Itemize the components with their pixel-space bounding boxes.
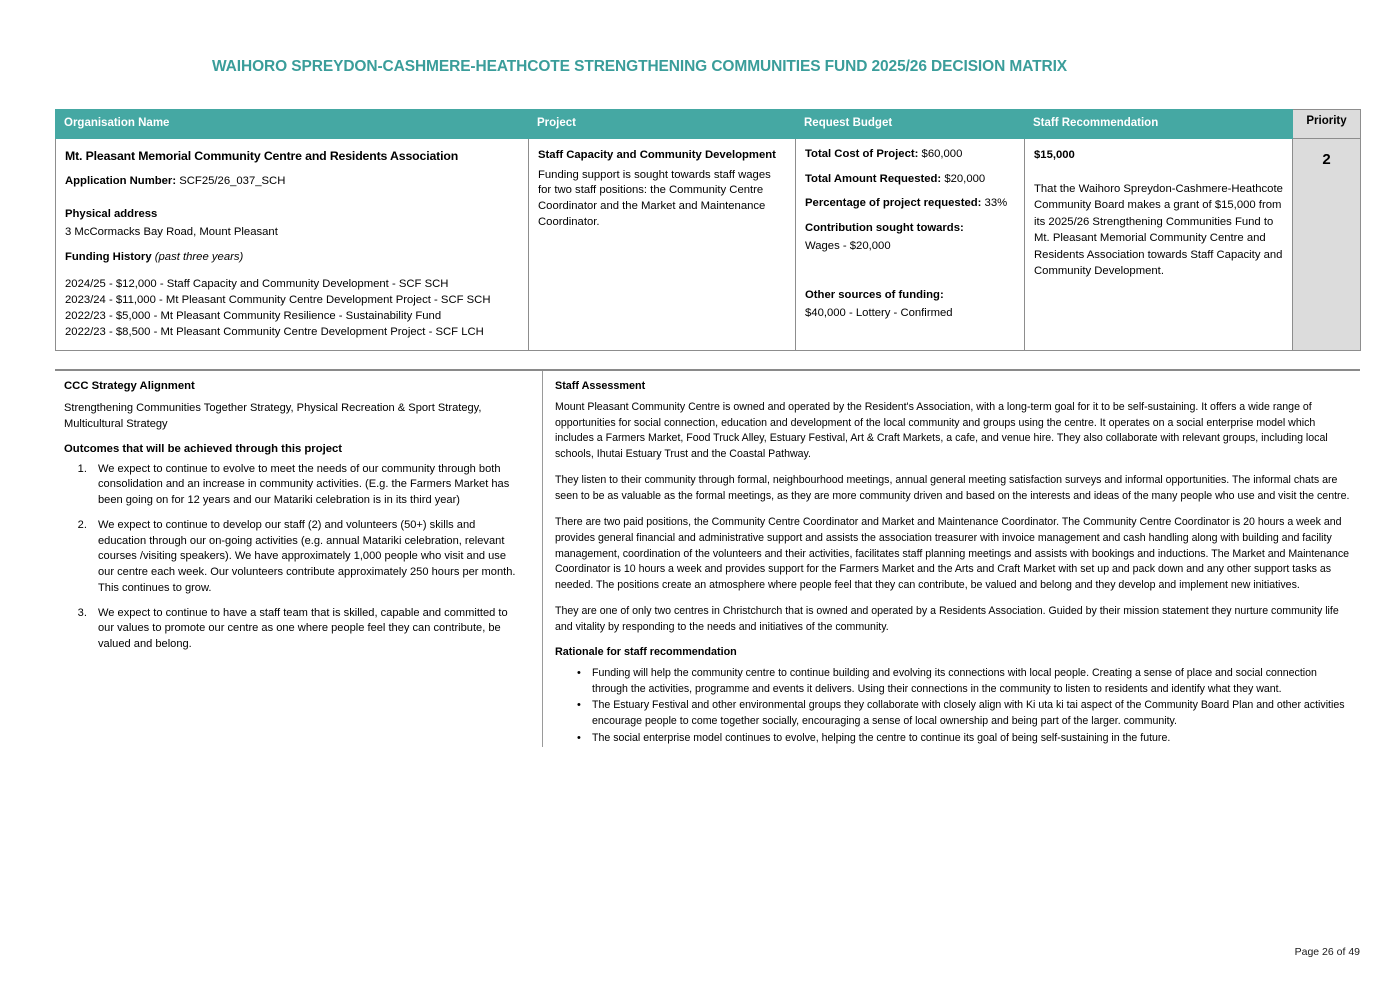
- staff-assessment-panel: [542, 371, 1360, 747]
- detail-section: [55, 369, 1360, 747]
- column-header-project: Project: [529, 110, 796, 139]
- physical-address-value: 3 McCormacks Bay Road, Mount Pleasant: [65, 226, 278, 239]
- spacer: [1034, 164, 1283, 181]
- funding-history-item: 2022/23 - $5,000 - Mt Pleasant Community Resilience - Sustainability Fund: [65, 310, 442, 323]
- percentage-value: 33%: [984, 197, 1008, 210]
- total-cost-value: $60,000: [921, 148, 963, 160]
- project-title: Staff Capacity and Community Development: [538, 149, 776, 161]
- funding-history-note: (past three years): [154, 250, 244, 263]
- physical-address-label: Physical address: [65, 207, 158, 220]
- list-item: 1. We expect to continue to evolve to meet the needs of our community through both consolidation and an increase in community activities. (E.g. the Farmers Market has been going on for 12 years and our Matariki celebration is in its third year): [90, 462, 524, 509]
- column-header-staff-recommendation: Staff Recommendation: [1025, 110, 1293, 139]
- funding-history-label: [65, 250, 519, 266]
- list-item: • The Estuary Festival and other environmental groups they collaborate with closely align with Ki uta ki tai aspect of the Community Board Plan and other activities encourage people to come together socially, encouraging a sense of local ownership and being part of the larger. community.: [577, 698, 1350, 729]
- cell-project: [529, 139, 796, 351]
- column-header-priority: Priority: [1293, 110, 1361, 139]
- outcomes-list: [64, 462, 524, 653]
- funding-history-item: 2023/24 - $11,000 - Mt Pleasant Community Centre Development Project - SCF SCH: [65, 294, 491, 307]
- rationale-list: [555, 666, 1350, 746]
- total-requested-value: $20,000: [944, 172, 986, 185]
- list-item: • The social enterprise model continues to evolve, helping the centre to continue its goal of being self-sustaining in the future.: [577, 731, 1350, 747]
- table-row: [56, 139, 1361, 351]
- contribution-label: Contribution sought towards:: [805, 221, 964, 234]
- other-sources-label: Other sources of funding:: [805, 288, 944, 301]
- assessment-paragraph: They listen to their community through formal, neighbourhood meetings, annual general meeting satisfaction surveys and informal opportunities. The informal chats are seen to be as valuable as the formal meetings, as they are more community driven and based on the interests and ideas of the many people who use and visit the centre.: [555, 474, 1350, 502]
- total-amount-requested: [805, 172, 1015, 188]
- strategy-alignment-panel: [55, 371, 542, 747]
- total-cost-label: Total Cost of Project:: [805, 148, 919, 160]
- total-requested-label: Total Amount Requested:: [805, 172, 942, 185]
- cell-priority: 2: [1293, 139, 1361, 351]
- cell-organisation: [56, 139, 529, 351]
- assessment-paragraph: There are two paid positions, the Community Centre Coordinator and Market and Maintenance Coordinator. The Community Centre Coordinator is 20 hours a week and provides general financial and administrative support and assists the association treasurer with invoice management and cash handling along with building and facility management, coordination of the volunteers and their activities, facilitates staff planning meetings and assists with bookings and inductions. The Market and Maintenance Coordinator is 10 hours a week and provides support for the Farmers Market and the Arts and Craft Market with set up and pack down and any other support tasks as needed. The positions create an atmosphere where people feel that they can contribute, be valued and belong and they develop and implement new initiatives.: [555, 516, 1350, 591]
- spacer: [65, 199, 519, 207]
- column-header-request-budget: Request Budget: [796, 110, 1025, 139]
- table-header-row: [56, 110, 1361, 139]
- application-number: [65, 174, 519, 190]
- application-number-label: Application Number:: [65, 174, 177, 187]
- total-cost-of-project: [805, 147, 1015, 163]
- rationale-heading: Rationale for staff recommendation: [555, 646, 737, 659]
- cell-request-budget: [796, 139, 1025, 351]
- percentage-label: Percentage of project requested:: [805, 197, 982, 210]
- list-item: 2. We expect to continue to develop our staff (2) and volunteers (50+) skills and education through our on-going activities (e.g. annual Matariki celebration, relevant courses /visiting speakers). We have approximately 1,000 people who visit and use our centre each week. Our volunteers contribute approximately 250 hours per month. This continues to grow.: [90, 518, 524, 597]
- column-header-organisation: Organisation Name: [56, 110, 529, 139]
- strategy-heading: CCC Strategy Alignment: [64, 380, 195, 392]
- page-title: WAIHORO SPREYDON-CASHMERE-HEATHCOTE STRENGTHENING COMMUNITIES FUND 2025/26 DECISION MATRIX: [212, 58, 1068, 75]
- funding-history-item: 2022/23 - $8,500 - Mt Pleasant Community Centre Development Project - SCF LCH: [65, 326, 484, 339]
- list-item: 3. We expect to continue to have a staff team that is skilled, capable and committed to our values to promote our centre as one where people feel they can contribute, be valued and belong.: [90, 606, 524, 653]
- other-sources-value: $40,000 - Lottery - Confirmed: [805, 307, 953, 320]
- percentage-of-project-requested: [805, 196, 1015, 212]
- cell-staff-recommendation: [1025, 139, 1293, 351]
- strategy-text: Strengthening Communities Together Strategy, Physical Recreation & Sport Strategy, Multicultural Strategy: [64, 402, 482, 430]
- list-item: • Funding will help the community centre to continue building and evolving its connections with local people. Creating a sense of place and social connection through the activities, programme and events it delivers. Using their connections in the community to listen to residents and identify what they want.: [577, 666, 1350, 697]
- assessment-paragraph: They are one of only two centres in Christchurch that is owned and operated by a Residents Association. Guided by their mission statement they nurture community life and vitality by responding to the needs and initiatives of the community.: [555, 605, 1339, 633]
- outcomes-heading: Outcomes that will be achieved through this project: [64, 442, 343, 455]
- recommendation-text: That the Waihoro Spreydon-Cashmere-Heathcote Community Board makes a grant of $15,000 from its 2025/26 Strengthening Communities Fund to Mt. Pleasant Memorial Community Centre and Residents Association towards Staff Capacity and Community Development.: [1034, 182, 1283, 277]
- recommended-amount: $15,000: [1034, 149, 1075, 161]
- funding-history-item: 2024/25 - $12,000 - Staff Capacity and Community Development - SCF SCH: [65, 278, 449, 291]
- funding-history-title: Funding History: [65, 250, 152, 263]
- contribution-value: Wages - $20,000: [805, 240, 891, 253]
- page-footer: Page 26 of 49: [1294, 946, 1360, 958]
- spacer: [65, 268, 519, 276]
- spacer: [805, 255, 1015, 288]
- assessment-paragraph: Mount Pleasant Community Centre is owned and operated by the Resident's Association, with a long-term goal for it to be self-sustaining. It offers a wide range of opportunities for social connection, education and development of the local community and groups using the centre. It operates on a social enterprise model which includes a Farmers Market, Food Truck Alley, Estuary Festival, Art & Craft Markets, a cafe, and venue hire. They also collaborate with relevant groups, including local schools, Ihutai Estuary Trust and the Coastal Pathway.: [555, 401, 1328, 460]
- organisation-name: Mt. Pleasant Memorial Community Centre and Residents Association: [65, 149, 459, 163]
- project-description: Funding support is sought towards staff wages for two staff positions: the Community Centre Coordinator and the Market and Maintenance Coordinator.: [538, 168, 771, 229]
- decision-matrix-table: [55, 109, 1361, 351]
- assessment-heading: Staff Assessment: [555, 380, 646, 392]
- application-number-value: SCF25/26_037_SCH: [179, 174, 286, 187]
